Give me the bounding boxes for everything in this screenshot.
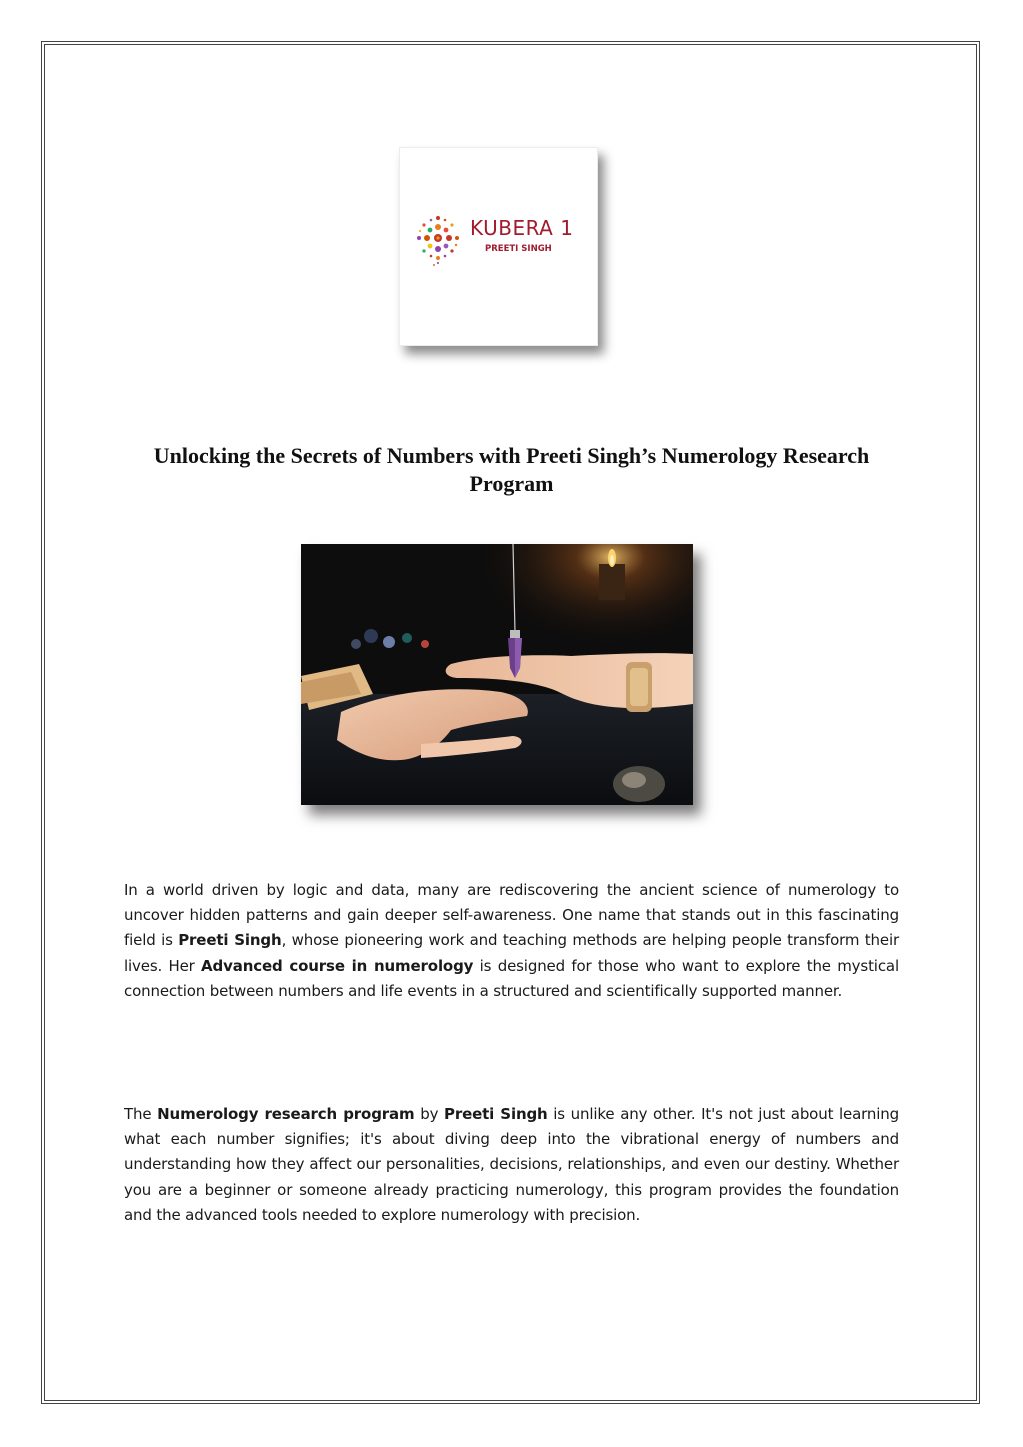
bold-name-preeti-singh: Preeti Singh [178, 931, 282, 950]
paragraph-segment: The [124, 1105, 158, 1123]
paragraph-segment: In a world driven by logic and data, many are rediscovering the ancient science of numerology to uncover hidden patterns and gain deeper self-awareness. One name that stands out in this fascinating field is [124, 881, 899, 950]
paragraph-intro [124, 878, 899, 1004]
paragraph-segment: by [414, 1105, 444, 1123]
bold-research-program: Numerology research program [157, 1105, 415, 1123]
logo-card [399, 147, 598, 346]
document-title: Unlocking the Secrets of Numbers with Preeti Singh’s Numerology Research Program [153, 443, 870, 496]
pendulum-palm-photo [301, 544, 693, 805]
bold-name-preeti-singh: Preeti Singh [444, 1105, 548, 1123]
mandala-logo-icon [413, 208, 463, 268]
paragraph-segment: is designed for those who want to explore the mystical connection between numbers and life events in a structured and scientifically supported manner. [124, 956, 899, 1000]
bold-advanced-course: Advanced course in numerology [201, 956, 474, 975]
paragraph-segment: , whose pioneering work and teaching methods are helping people transform their lives. Her [124, 931, 899, 975]
logo-subtitle: PREETI SINGH [485, 244, 552, 254]
paragraph-program [124, 1102, 899, 1228]
logo-title: KUBERA 1 [470, 216, 574, 240]
paragraph-segment: is unlike any other. It's not just about learning what each number signifies; it's about diving deep into the vibrational energy of numbers and understanding how they affect our personalities, decisions, relationships, and even our destiny. Whether you are a beginner or someone already practicing numerology, this program provides the foundation and the advanced tools needed to explore numerology with precision. [124, 1105, 899, 1224]
